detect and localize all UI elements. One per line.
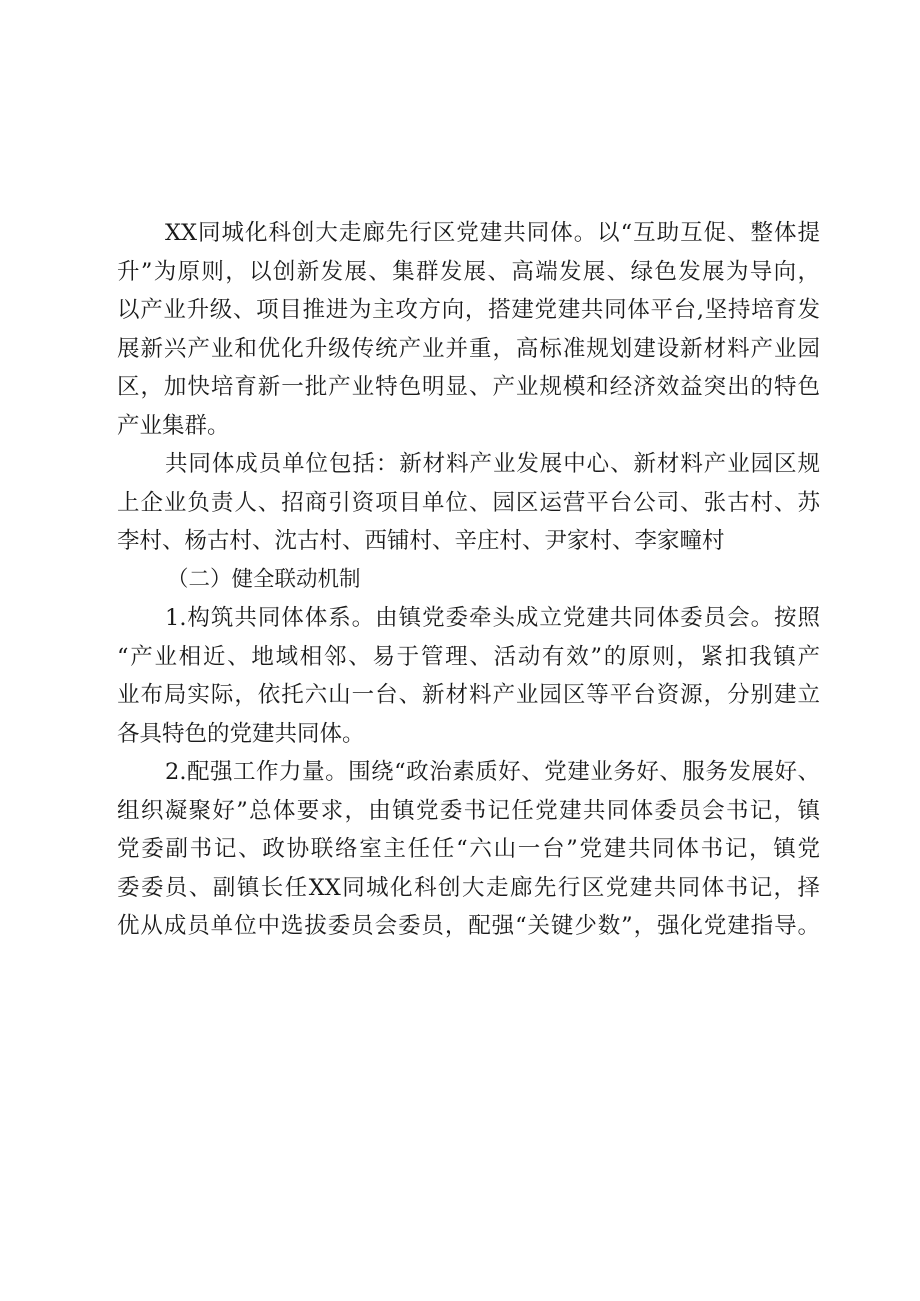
- text-line: 产业集群。: [117, 412, 230, 439]
- text-line: 党委副书记、政协联络室主任任“六山一台”党建共同体书记，镇党: [117, 836, 820, 862]
- text-line: 优从成员单位中选拔委员会委员，配强“关键少数”，强化党建指导。: [117, 913, 820, 939]
- section-heading: （二）健全联动机制: [167, 566, 361, 592]
- text-line: 李村、杨古村、沈古村、西铺村、辛庄村、尹家村、李家疃村: [117, 528, 725, 554]
- text-line: “产业相近、地域相邻、易于管理、活动有效”的原则，紧扣我镇产: [117, 643, 820, 670]
- text-line: 2.配强工作力量。围绕“政治素质好、党建业务好、服务发展好、: [165, 759, 820, 785]
- document-body: [117, 214, 820, 946]
- text-line: 上企业负责人、招商引资项目单位、园区运营平台公司、张古村、苏: [117, 489, 820, 516]
- text-line: 升”为原则，以创新发展、集群发展、高端发展、绿色发展为导向，: [117, 258, 820, 285]
- paragraph-xx-party-community: [117, 214, 820, 445]
- text-line: 组织凝聚好”总体要求，由镇党委书记任党建共同体委员会书记，镇: [117, 797, 820, 824]
- text-line: 各具特色的党建共同体。: [117, 720, 365, 747]
- paragraph-strengthen-workforce: [117, 753, 820, 946]
- text-line: 展新兴产业和优化升级传统产业并重，高标准规划建设新材料产业园: [117, 335, 820, 362]
- text-line: XX同城化科创大走廊先行区党建共同体。以“互助互促、整体提: [165, 220, 820, 246]
- text-line: 区，加快培育新一批产业特色明显、产业规模和经济效益突出的特色: [117, 374, 820, 400]
- text-line: 共同体成员单位包括：新材料产业发展中心、新材料产业园区规: [165, 451, 820, 477]
- paragraph-build-system: [117, 599, 820, 753]
- text-line: 以产业升级、项目推进为主攻方向，搭建党建共同体平台,坚持培育发: [117, 297, 820, 323]
- text-line: 委委员、副镇长任XX同城化科创大走廊先行区党建共同体书记，择: [117, 874, 820, 901]
- text-line: 业布局实际，依托六山一台、新材料产业园区等平台资源，分别建立: [117, 682, 820, 708]
- paragraph-member-units: [117, 445, 820, 561]
- text-line: 1.构筑共同体体系。由镇党委牵头成立党建共同体委员会。按照: [165, 605, 820, 631]
